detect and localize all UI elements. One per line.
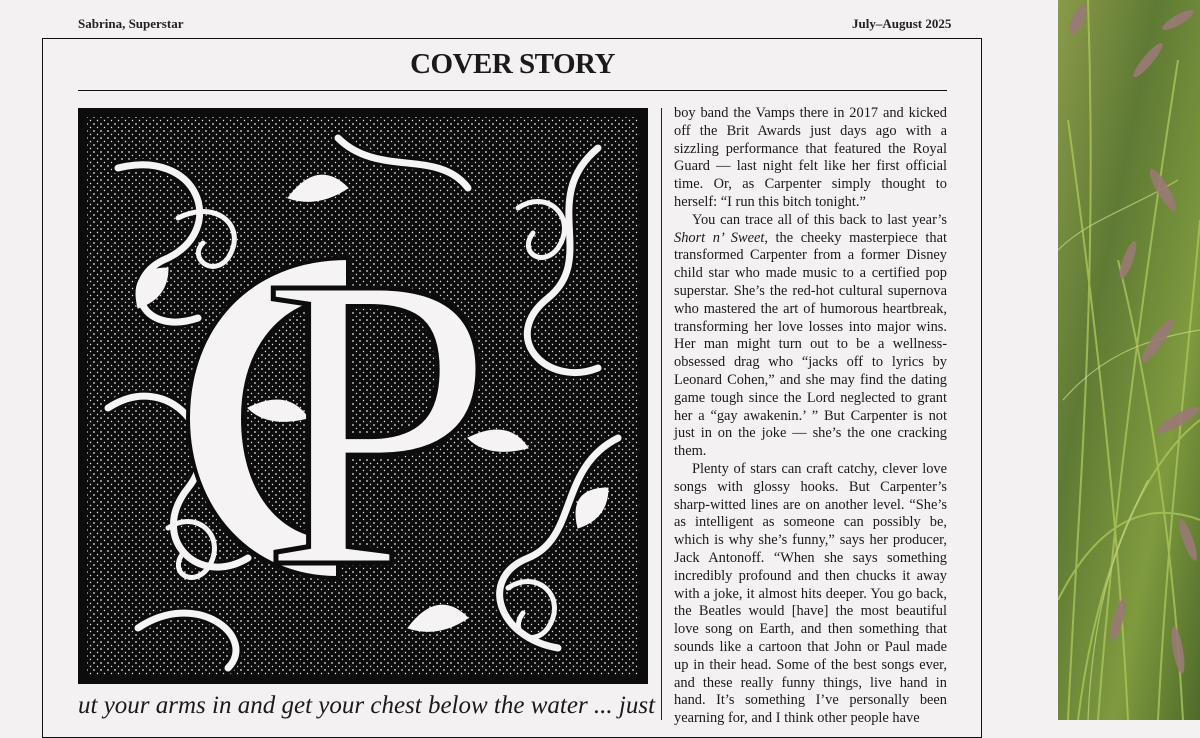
article-paragraph-1: boy band the Vamps there in 2017 and kicked off the Brit Awards just days ago with a sizzling performance that featured the Royal Guard — last night felt like her first official time. Or, as Carpenter simply thought to herself: “I run this bitch tonight.” (674, 105, 947, 210)
title-rule (78, 90, 947, 91)
article-paragraph-2 (674, 212, 947, 461)
article-paragraph-3: Plenty of stars can craft catchy, clever love songs with glossy hooks. But Carpenter’s sharp-witted lines are on another level. “She’s as intelligent as someone can possibly be, which is why she’s funny,” says her producer, Jack Antonoff. “When she says something incredibly profound and then chucks it away with a joke, it almost hits deeper. You go back, the Beatles would [have] the most beautiful love song on Earth, and then something that sounds like a cartoon that John or Paul made up in their head. Some of the best songs ever, and these really funny things, live hand in hand. It’s something I’ve personally been yearning for, and I think other people have (674, 460, 947, 727)
running-head-date: July–August 2025 (852, 16, 952, 31)
section-title: COVER STORY (410, 48, 615, 80)
dropcap-letter: P (261, 189, 495, 654)
article-body (674, 105, 947, 728)
grass-photo (1058, 0, 1200, 720)
ornamental-dropcap (78, 108, 648, 684)
album-title: Short n’ Sweet (674, 229, 765, 246)
dropcap-ornament (78, 108, 648, 684)
column-divider (661, 108, 662, 720)
paragraph-2-start: You can trace all of this back to last year’s (692, 211, 947, 228)
paragraph-2-rest: , the cheeky masterpiece that transformed Carpenter from a former Disney child star who made music to a certified pop superstar. She’s the red-hot cultural supernova who mastered the art of humorous heartbreak, transforming her love losses into major wins. Her man might turn out to be a wellness-obsessed drag who “jacks off to lyrics by Leonard Cohen,” and she may find the dating game tough since the Lord neglected to grant her a “gay awakenin.’ ” But Carpenter is not just in on the joke — she’s the one cracking them. (674, 229, 947, 460)
running-head-title: Sabrina, Superstar (78, 16, 184, 31)
pull-quote: ut your arms in and get your chest below the water ... just (78, 692, 656, 719)
